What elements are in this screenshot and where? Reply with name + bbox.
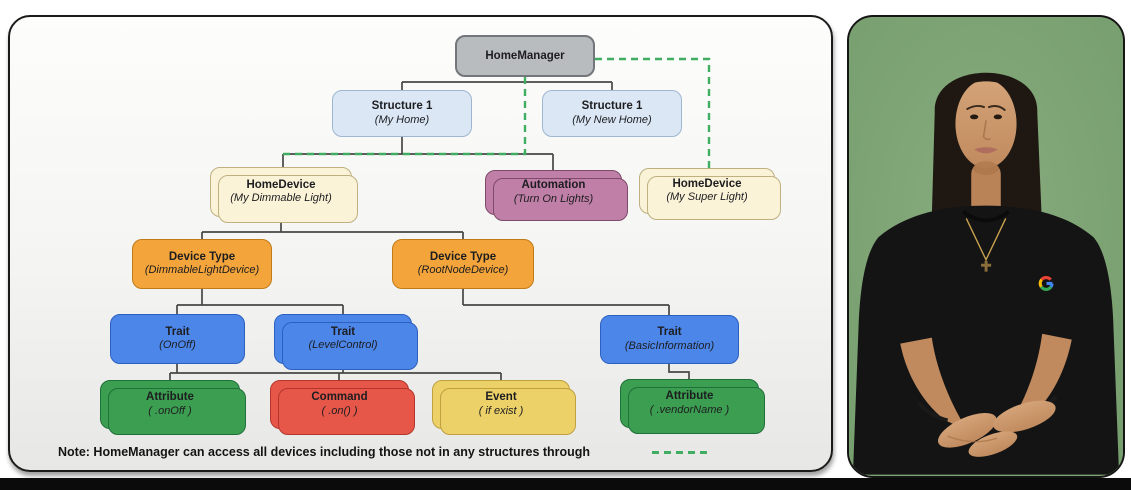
diagram-nodes <box>10 17 831 470</box>
green-dashed-line-legend <box>652 451 708 454</box>
node-subtitle: ( .vendorName ) <box>649 403 730 416</box>
node-title: Event <box>485 391 517 404</box>
node-subtitle: (My Super Light) <box>666 191 748 204</box>
node-structure-my-new-home <box>542 90 682 137</box>
node-subtitle: (My Dimmable Light) <box>230 192 332 205</box>
node-title: Trait <box>165 325 190 338</box>
node-subtitle: (Turn On Lights) <box>513 192 594 205</box>
presenter-video-panel <box>847 15 1125 478</box>
node-subtitle: ( .on() ) <box>321 404 358 417</box>
node-title: Structure 1 <box>371 100 433 113</box>
node-title: Trait <box>330 325 356 338</box>
node-title: HomeDevice <box>672 177 742 190</box>
footnote-text: Note: HomeManager can access all devices including those not in any structures through <box>58 445 591 459</box>
node-title: Command <box>311 391 368 404</box>
node-attribute-onoff <box>100 380 240 429</box>
footnote <box>58 445 708 459</box>
node-subtitle: (OnOff) <box>159 339 196 352</box>
node-homedevice-dimmable <box>210 167 352 217</box>
node-title: Trait <box>657 326 682 339</box>
node-subtitle: (LevelControl) <box>308 339 378 352</box>
node-title: Structure 1 <box>581 100 643 113</box>
node-trait-onoff <box>110 314 245 364</box>
node-subtitle: (RootNodeDevice) <box>417 264 509 277</box>
node-title: Device Type <box>168 250 236 263</box>
node-structure-my-home <box>332 90 472 137</box>
node-homedevice-super <box>639 168 775 214</box>
node-subtitle: ( .onOff ) <box>148 404 192 417</box>
node-title: Attribute <box>146 391 194 404</box>
node-event-if-exist <box>432 380 570 429</box>
node-trait-levelcontrol <box>274 314 412 364</box>
home-api-structure-diagram <box>8 15 833 472</box>
node-subtitle: ( if exist ) <box>478 404 524 417</box>
node-homemanager <box>455 35 595 77</box>
black-tshirt <box>853 206 1119 475</box>
node-title: HomeManager <box>485 49 565 62</box>
node-subtitle: (My New Home) <box>572 113 652 126</box>
node-subtitle: (My Home) <box>374 113 430 126</box>
node-subtitle: (DimmableLightDevice) <box>144 264 260 277</box>
node-attribute-vendorname <box>620 379 759 428</box>
left-eye <box>970 115 978 120</box>
node-automation <box>485 170 622 215</box>
right-eye <box>994 115 1002 120</box>
node-devicetype-dimmable <box>132 239 272 289</box>
chin-shadow <box>973 161 999 175</box>
node-title: Device Type <box>429 250 497 263</box>
node-title: Automation <box>521 179 586 192</box>
node-title: Attribute <box>665 390 714 403</box>
node-command-on <box>270 380 409 429</box>
presenter-illustration <box>849 17 1123 476</box>
node-devicetype-rootnode <box>392 239 534 289</box>
node-trait-basicinformation <box>600 315 739 364</box>
node-subtitle: (BasicInformation) <box>624 339 715 352</box>
letterbox-bar <box>0 478 1131 490</box>
node-title: HomeDevice <box>246 178 316 191</box>
